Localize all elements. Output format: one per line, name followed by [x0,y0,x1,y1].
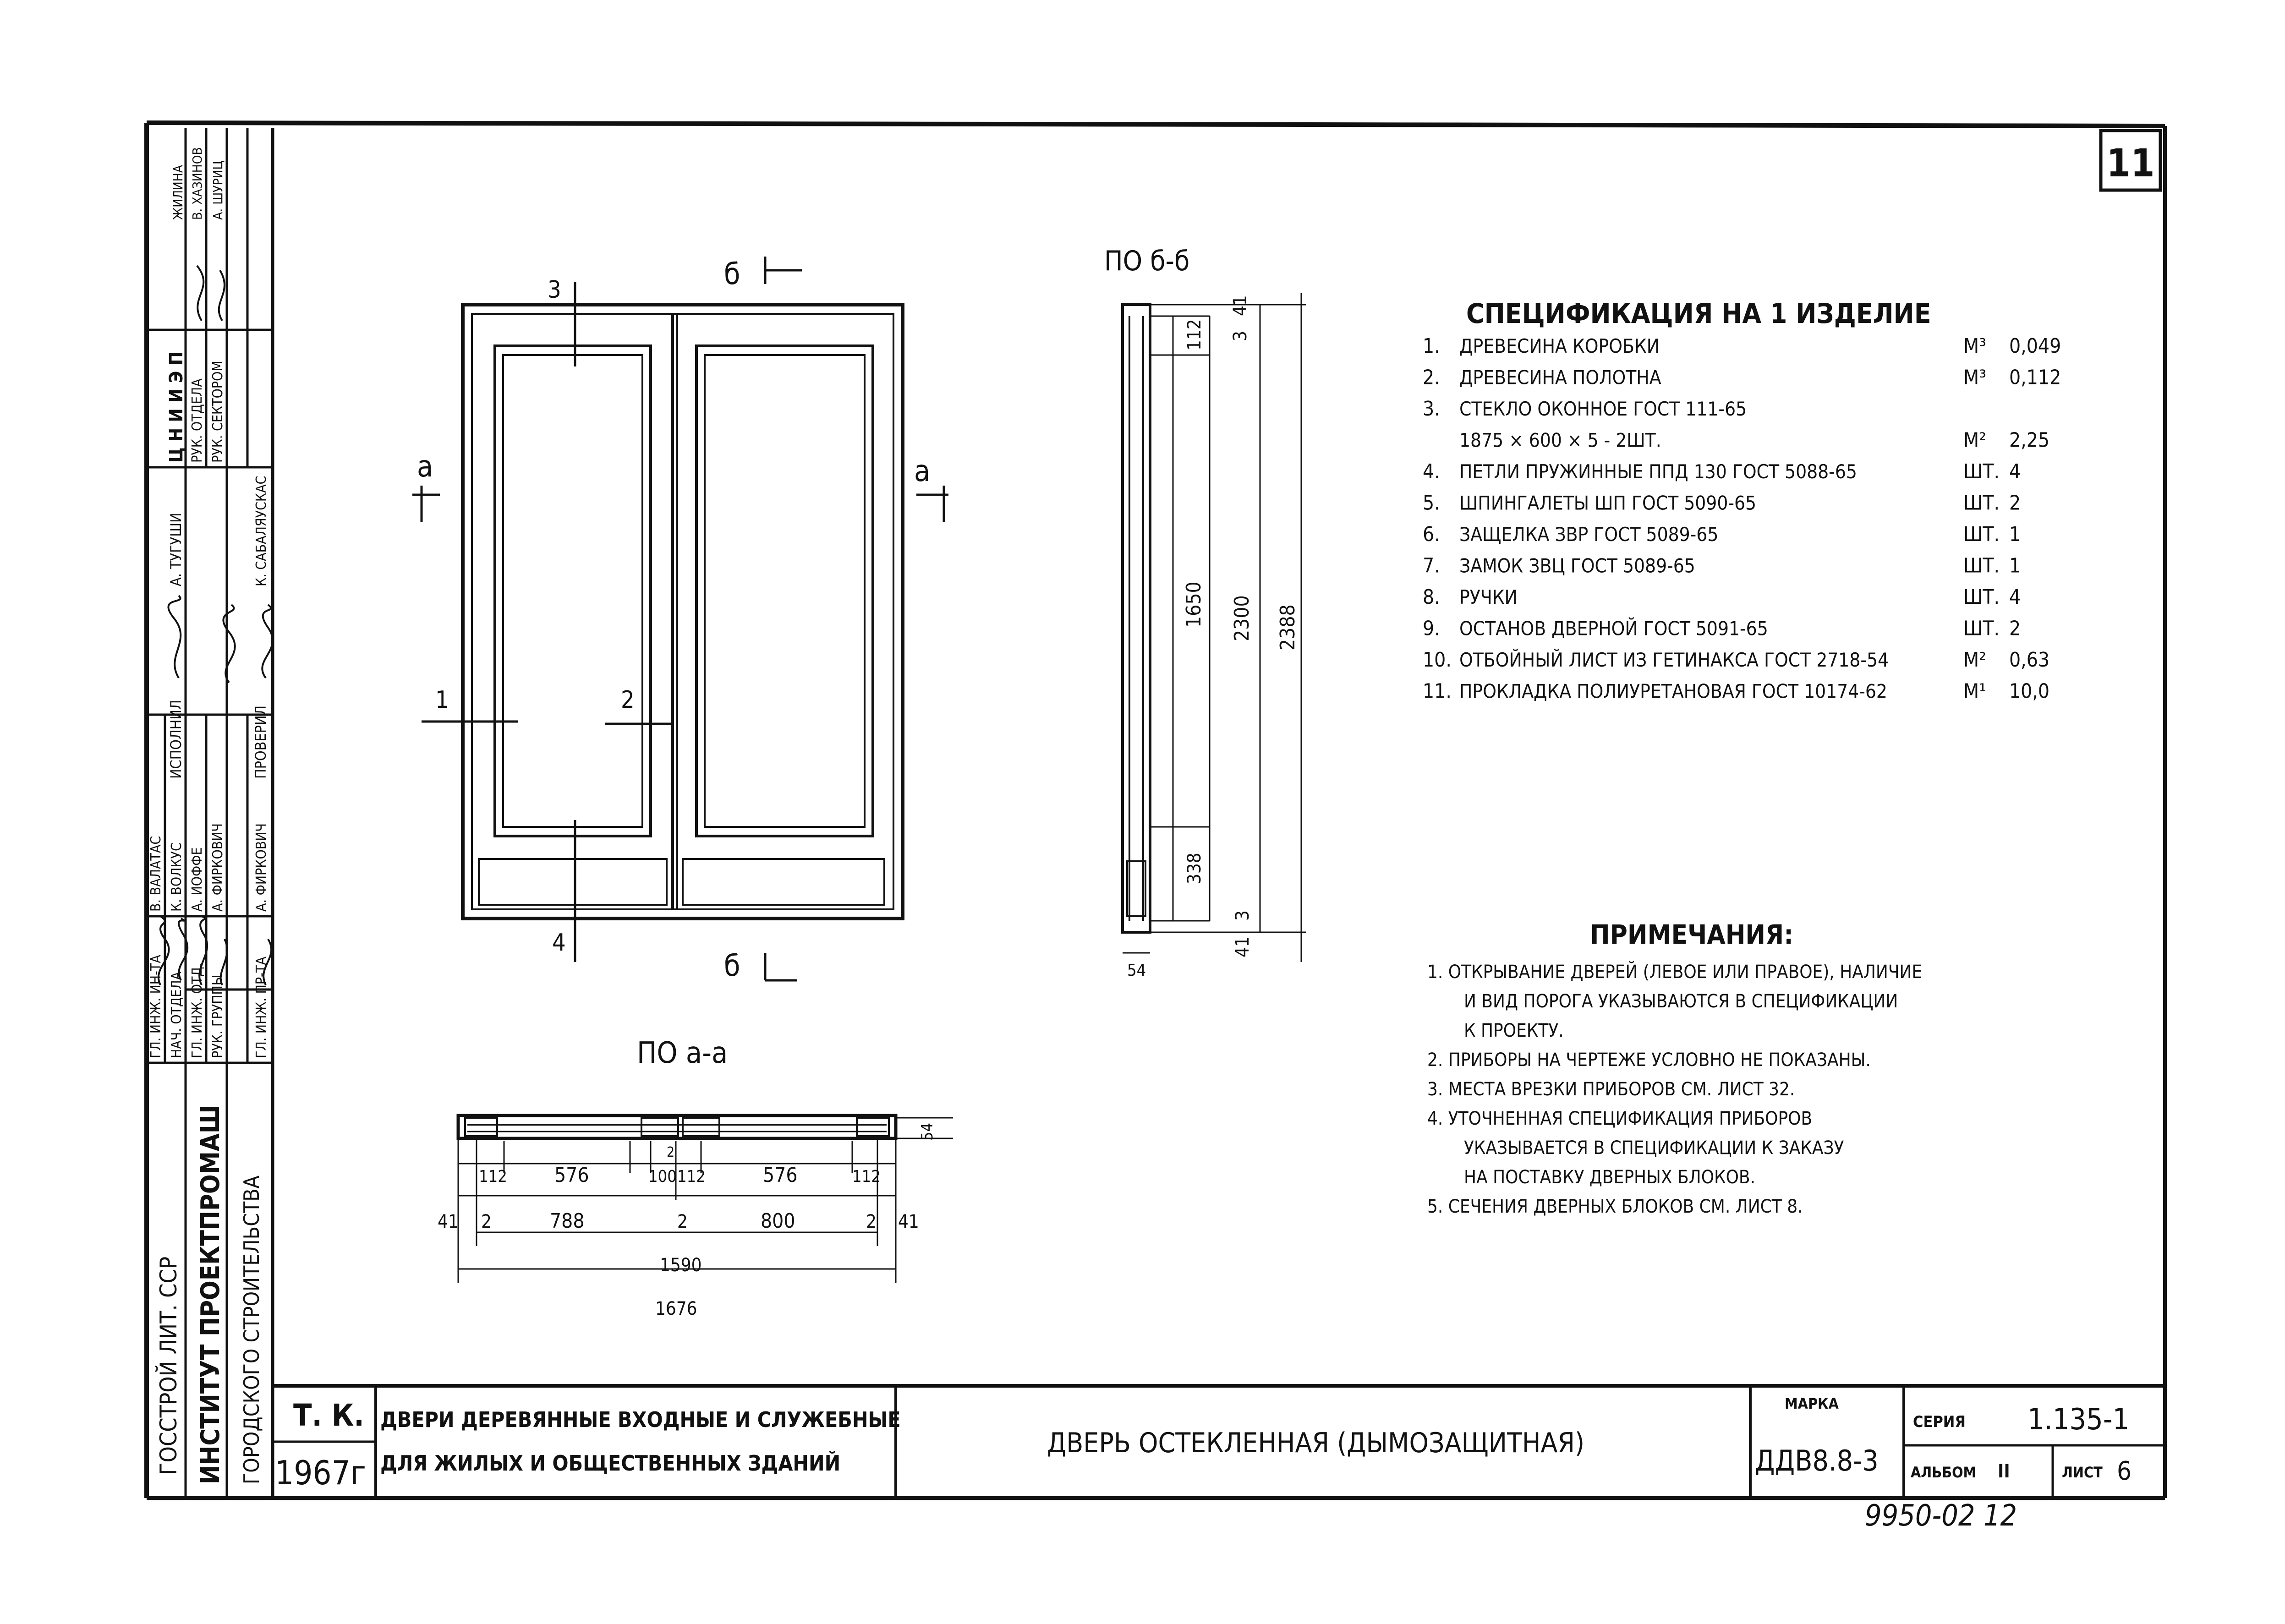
spec-row-qty: 4 [2009,585,2021,609]
section-aa-dim-2-c: 2 [866,1211,877,1232]
section-aa-dim-112-b: 112 [677,1167,706,1186]
spec-row-number: 1. [1423,334,1440,358]
title-list-label: ЛИСТ [2062,1464,2103,1481]
footer-number: 9950-02 12 [1865,1499,2017,1533]
section-aa-dim-576-b: 576 [763,1164,798,1187]
section-bb-dim-54: 54 [1127,961,1146,980]
spec-row-number: 2. [1423,366,1440,389]
stamp-sign-name-2: К. САБАЛЯУСКАС [253,476,269,586]
title-marka-label: МАРКА [1785,1395,1839,1412]
notes-lines [1427,961,1922,1217]
section-aa-dim-41-a: 41 [438,1211,459,1232]
spec-row-unit: ШТ. [1963,617,2000,640]
notes [1590,919,1793,950]
section-bb-dim-3-bottom: 3 [1232,910,1253,921]
section-aa [438,1036,953,1319]
title-seria-label: СЕРИЯ [1913,1413,1966,1431]
note-line: 1. ОТКРЫВАНИЕ ДВЕРЕЙ (ЛЕВОЕ ИЛИ ПРАВОЕ), НАЛИЧИЕ [1427,962,1923,983]
spec-row-name: ЗАЩЕЛКА ЗВР ГОСТ 5089-65 [1459,523,1719,546]
section-aa-dim-1590: 1590 [660,1255,702,1276]
spec-row-number: 10. [1423,648,1452,672]
stamp-role-1: ГЛ. ИНЖ. ИН-ТА [148,955,164,1058]
title-list-value: 6 [2117,1456,2132,1486]
note-line: 5. СЕЧЕНИЯ ДВЕРНЫХ БЛОКОВ СМ. ЛИСТ 8. [1427,1196,1803,1217]
stamp-role-4: РУК. ГРУППЫ [210,974,226,1058]
stamp-right-name-1: ЖИЛИНА [170,165,186,220]
sheet-number-box [2101,131,2160,190]
org-division: ГОРОДСКОГО СТРОИТЕЛЬСТВА [239,1176,264,1484]
spec-row-qty: 0,63 [2009,648,2050,672]
stamp-approval-title: Ц Н И И Э П [166,351,187,463]
spec-row-qty: 2 [2009,491,2021,515]
stamp-role-5: ГЛ. ИНЖ. ПР-ТА [253,957,269,1058]
spec-row-name: ШПИНГАЛЕТЫ ШП ГОСТ 5090-65 [1459,492,1757,514]
cut-mark-b-bottom: б [724,949,740,983]
section-aa-mid-mark: 2 [667,1144,675,1160]
spec-row-number: 3. [1423,397,1440,421]
cut-mark-4: 4 [552,929,566,957]
spec-row-name: ПРОКЛАДКА ПОЛИУРЕТАНОВАЯ ГОСТ 10174-62 [1459,680,1887,703]
section-aa-dim-576-a: 576 [554,1164,589,1187]
spec-row-unit: ШТ. [1963,460,2000,483]
cut-mark-a-left: а [417,450,433,484]
section-aa-dim-788: 788 [550,1209,585,1233]
spec-row-unit: М¹ [1963,679,1987,703]
spec-row-unit: М² [1963,428,1987,452]
spec-row-number: 7. [1423,554,1440,578]
spec-row-name: СТЕКЛО ОКОННОЕ ГОСТ 111-65 [1459,398,1747,420]
spec-row-qty: 4 [2009,460,2021,483]
note-line: И ВИД ПОРОГА УКАЗЫВАЮТСЯ В СПЕЦИФИКАЦИИ [1464,991,1898,1012]
section-aa-dim-112-a: 112 [479,1167,507,1186]
stamp-right-name-3: А. ШУРИЦ [210,160,225,220]
section-aa-dim-100: 100 [648,1167,677,1186]
notes-title: ПРИМЕЧАНИЯ: [1590,919,1794,950]
section-aa-title: ПО а-а [637,1036,728,1070]
spec-row-qty: 0,049 [2009,334,2061,358]
cut-mark-a-right: а [914,454,931,488]
spec-row-unit: М² [1963,648,1987,672]
org-ministry: ГОССТРОЙ ЛИТ. ССР [155,1256,182,1475]
door-elevation [412,257,948,983]
spec-row-name: ОТБОЙНЫЙ ЛИСТ ИЗ ГЕТИНАКСА ГОСТ 2718-54 [1459,649,1889,671]
stamp-sign-role-2: ПРОВЕРИЛ [252,705,269,779]
section-aa-dim-112-c: 112 [852,1167,881,1186]
spec-row-name: ДРЕВЕСИНА ПОЛОТНА [1459,366,1661,389]
spec-row-name: РУЧКИ [1459,586,1518,608]
sheet-number: 11 [2106,141,2155,186]
spec-row-qty: 1 [2009,523,2021,546]
title-album-label: АЛЬБОМ [1911,1464,1977,1481]
spec-row-number: 8. [1423,585,1440,609]
spec-row-name: 1875 × 600 × 5 - 2ШТ. [1459,429,1661,452]
title-album-value: II [1998,1461,2010,1482]
spec-row-qty: 0,112 [2009,366,2061,389]
spec-rows [1423,334,2061,703]
spec-row-name: ДРЕВЕСИНА КОРОБКИ [1459,335,1660,357]
section-aa-dim-41-b: 41 [898,1211,919,1232]
section-bb-dim-1650: 1650 [1182,581,1206,628]
title-project-line1: ДВЕРИ ДЕРЕВЯННЫЕ ВХОДНЫЕ И СЛУЖЕБНЫЕ [380,1407,901,1432]
spec-row-number: 9. [1423,617,1440,640]
section-bb-dim-338: 338 [1184,853,1205,884]
spec-row-unit: М³ [1963,366,1987,389]
note-line: 3. МЕСТА ВРЕЗКИ ПРИБОРОВ СМ. ЛИСТ 32. [1427,1079,1795,1100]
left-stamp [147,128,273,1498]
spec-row-name: ЗАМОК ЗВЦ ГОСТ 5089-65 [1459,554,1695,577]
section-bb-dim-112: 112 [1184,319,1205,350]
spec-row-unit: ШТ. [1963,491,2000,515]
title-seria-value: 1.135-1 [2027,1403,2130,1437]
title-sheet-title: ДВЕРЬ ОСТЕКЛЕННАЯ (ДЫМОЗАЩИТНАЯ) [1047,1427,1585,1459]
spec-row-number: 4. [1423,460,1440,483]
section-aa-dim-54: 54 [918,1123,937,1141]
note-line: 2. ПРИБОРЫ НА ЧЕРТЕЖЕ УСЛОВНО НЕ ПОКАЗАНЫ. [1427,1050,1871,1071]
title-marka-value: ДДВ8.8-3 [1755,1444,1879,1477]
cut-mark-1: 1 [435,686,449,714]
spec-row-qty: 10,0 [2009,679,2050,703]
stamp-name-3: А. ИОФФЕ [189,847,205,912]
section-bb-dim-41-bottom: 41 [1232,936,1253,957]
stamp-name-5: А. ФИРКОВИЧ [253,823,269,912]
note-line: УКАЗЫВАЕТСЯ В СПЕЦИФИКАЦИИ К ЗАКАЗУ [1464,1137,1844,1159]
section-bb-dim-41-top: 41 [1230,295,1251,316]
title-year: 1967г [275,1454,366,1492]
section-bb-dim-3-top: 3 [1230,331,1251,341]
section-aa-dim-2-a: 2 [481,1211,492,1232]
note-line: К ПРОЕКТУ. [1464,1020,1564,1041]
note-line: НА ПОСТАВКУ ДВЕРНЫХ БЛОКОВ. [1464,1167,1756,1188]
section-bb-dim-2300: 2300 [1230,595,1254,641]
spec-row-unit: ШТ. [1963,554,2000,578]
section-bb-dim-2388: 2388 [1276,604,1299,651]
spec-row-number: 5. [1423,491,1440,515]
cut-mark-b-top: б [724,257,740,291]
spec-row-name: ПЕТЛИ ПРУЖИННЫЕ ППД 130 ГОСТ 5088-65 [1459,460,1857,483]
stamp-name-1: В. ВАЛАТАС [148,836,164,912]
spec-row-unit: М³ [1963,334,1987,358]
spec-title: СПЕЦИФИКАЦИЯ НА 1 ИЗДЕЛИЕ [1466,298,1931,330]
stamp-right-role-1: РУК. ОТДЕЛА [189,378,205,463]
spec-row-number: 6. [1423,523,1440,546]
section-bb [1104,245,1306,980]
title-block [273,1386,2165,1498]
stamp-role-3: ГЛ. ИНЖ. ОТД. [189,963,205,1058]
stamp-name-2: К. ВОЛКУС [169,842,185,912]
note-line: 4. УТОЧНЕННАЯ СПЕЦИФИКАЦИЯ ПРИБОРОВ [1427,1108,1813,1129]
stamp-sign-role-1: ИСПОЛНИЛ [167,700,185,779]
stamp-right-role-2: РУК. СЕКТОРОМ [210,361,226,463]
cut-mark-2: 2 [621,686,635,714]
org-institute: ИНСТИТУТ ПРОЕКТПРОМАШ [196,1105,225,1484]
cut-mark-3: 3 [548,276,561,304]
spec-row-number: 11. [1423,679,1452,703]
section-bb-title: ПО б-б [1104,245,1190,277]
stamp-right-name-2: В. ХАЗИНОВ [190,147,205,220]
spec-row-qty: 2 [2009,617,2021,640]
stamp-sign-name-1: А. ТУГУШИ [167,513,185,586]
spec-row-unit: ШТ. [1963,585,2000,609]
section-aa-dim-2-b: 2 [677,1211,688,1232]
spec-row-qty: 1 [2009,554,2021,578]
spec-row-unit: ШТ. [1963,523,2000,546]
spec-row-name: ОСТАНОВ ДВЕРНОЙ ГОСТ 5091-65 [1459,617,1768,640]
section-aa-dim-800: 800 [761,1209,795,1233]
section-aa-dim-1676: 1676 [655,1298,697,1319]
title-project-line2: ДЛЯ ЖИЛЫХ И ОБЩЕСТВЕННЫХ ЗДАНИЙ [380,1451,841,1476]
spec-row-qty: 2,25 [2009,428,2050,452]
specification [1466,298,1931,330]
title-code-tk: Т. К. [293,1398,364,1433]
stamp-role-2: НАЧ. ОТДЕЛА [169,971,185,1058]
stamp-name-4: А. ФИРКОВИЧ [210,823,226,912]
